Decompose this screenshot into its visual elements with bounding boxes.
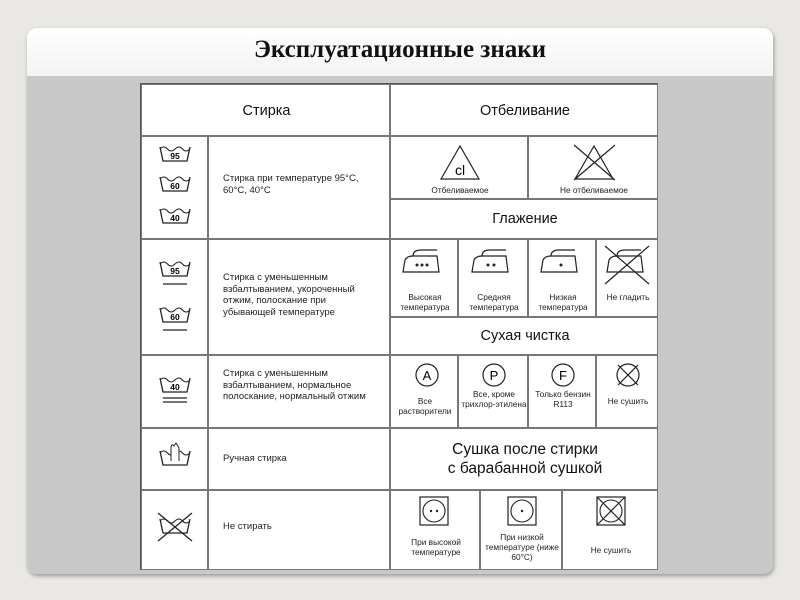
no-tumble-dry-icon [563, 491, 659, 529]
dry-cleaning-header: Сухая чистка [480, 328, 570, 344]
washing-header: Стирка [242, 103, 291, 119]
wash-delicate-temp-40: 40 [170, 382, 180, 392]
no-tumble-cell [562, 490, 658, 570]
dry-clean-p-cell [458, 355, 528, 428]
wash-row-3-text: Стирка с уменьшенным взбалтыванием, нормальное полоскание, нормальный отжим [223, 368, 366, 402]
dry-clean-f-label: Только бензин R113 [535, 389, 591, 409]
tumble-low-label: При низкой температуре (ниже 60°С) [485, 532, 559, 562]
no-dry-clean-icon [597, 356, 659, 390]
drying-header-line1: Сушка после стирки [452, 441, 598, 458]
dry-clean-f-letter: F [559, 368, 567, 383]
tumble-low-cell [480, 490, 562, 570]
dry-clean-a-icon [391, 356, 459, 390]
iron-high-icon [391, 240, 459, 284]
iron-low-cell [528, 239, 596, 317]
no-iron-icon [597, 240, 659, 290]
iron-medium-icon [459, 240, 529, 284]
wash-row-5-desc [208, 490, 390, 570]
bleach-symbol-text: cl [454, 162, 466, 178]
dry-clean-f-icon [529, 356, 597, 390]
no-iron-cell [596, 239, 658, 317]
bleach-allowed-label: Отбеливаемое [431, 185, 489, 195]
wash-row-2-symbols [141, 239, 208, 355]
wash-row-5-text: Не стирать [223, 521, 272, 532]
hand-wash-icon [142, 429, 209, 491]
bleach-header: Отбеливание [480, 103, 570, 119]
wash-row-1-text: Стирка при температуре 95°С, 60°С, 40°С [223, 173, 359, 196]
bleach-allowed-cell [390, 136, 528, 199]
wash-row-1-desc [208, 136, 390, 239]
dry-clean-a-cell [390, 355, 458, 428]
no-bleach-icon [529, 137, 659, 187]
iron-medium-label: Средняя температура [469, 292, 519, 312]
do-not-wash-icon [142, 491, 209, 571]
tumble-high-cell [390, 490, 480, 570]
iron-medium-cell [458, 239, 528, 317]
wash-row-3-symbols [141, 355, 208, 428]
wash-temp-symbols-icon [142, 137, 209, 240]
tumble-high-label: При высокой температуре [411, 537, 461, 557]
bleach-forbidden-cell [528, 136, 658, 199]
wash-row-2-text: Стирка с уменьшенным взбалтыванием, укороченный отжим, полоскание при убывающей температуре [223, 272, 355, 318]
dry-clean-f-cell [528, 355, 596, 428]
slide-title: Эксплуатационные знаки [253, 36, 547, 63]
bleach-header-cell [390, 84, 658, 136]
dry-clean-p-letter: P [489, 368, 499, 383]
no-dry-clean-label: Не сушить [607, 396, 649, 406]
iron-high-label: Высокая температура [400, 292, 450, 312]
no-dry-clean-cell [596, 355, 658, 428]
bleach-triangle-icon [391, 137, 529, 187]
wash-delicate-symbol-icon [142, 356, 209, 429]
wash-temp-95: 95 [170, 151, 180, 161]
dry-clean-a-label: Все растворители [398, 396, 452, 416]
care-symbols-table [140, 83, 658, 570]
dry-cleaning-header-cell [390, 317, 658, 355]
wash-row-4-text: Ручная стирка [223, 453, 287, 464]
wash-row-4-symbols [141, 428, 208, 490]
bleach-forbidden-label: Не отбеливаемое [559, 185, 629, 195]
ironing-header: Глажение [492, 211, 558, 227]
washing-header-cell [141, 84, 390, 136]
iron-low-label: Низкая температура [538, 292, 588, 312]
iron-high-cell [390, 239, 458, 317]
wash-row-3-desc [208, 355, 390, 428]
wash-temp-60: 60 [170, 181, 180, 191]
no-iron-label: Не гладить [606, 292, 650, 302]
wash-gentle-temp-95: 95 [170, 266, 180, 276]
wash-row-4-desc [208, 428, 390, 490]
drying-header-cell [390, 428, 658, 490]
drying-header-line2: с барабанной сушкой [447, 460, 603, 477]
wash-gentle-symbols-icon [142, 240, 209, 356]
wash-gentle-temp-60: 60 [170, 312, 180, 322]
ironing-header-cell [390, 199, 658, 239]
wash-row-1-symbols [141, 136, 208, 239]
wash-temp-40: 40 [170, 213, 180, 223]
tumble-low-icon [481, 491, 563, 529]
iron-low-icon [529, 240, 597, 284]
wash-row-5-symbols [141, 490, 208, 570]
no-tumble-label: Не сушить [590, 545, 632, 555]
tumble-high-icon [391, 491, 481, 529]
dry-clean-p-icon [459, 356, 529, 390]
dry-clean-a-letter: A [422, 368, 432, 383]
wash-row-2-desc [208, 239, 390, 355]
dry-clean-p-label: Все, кроме трихлор-этилена [461, 389, 527, 409]
